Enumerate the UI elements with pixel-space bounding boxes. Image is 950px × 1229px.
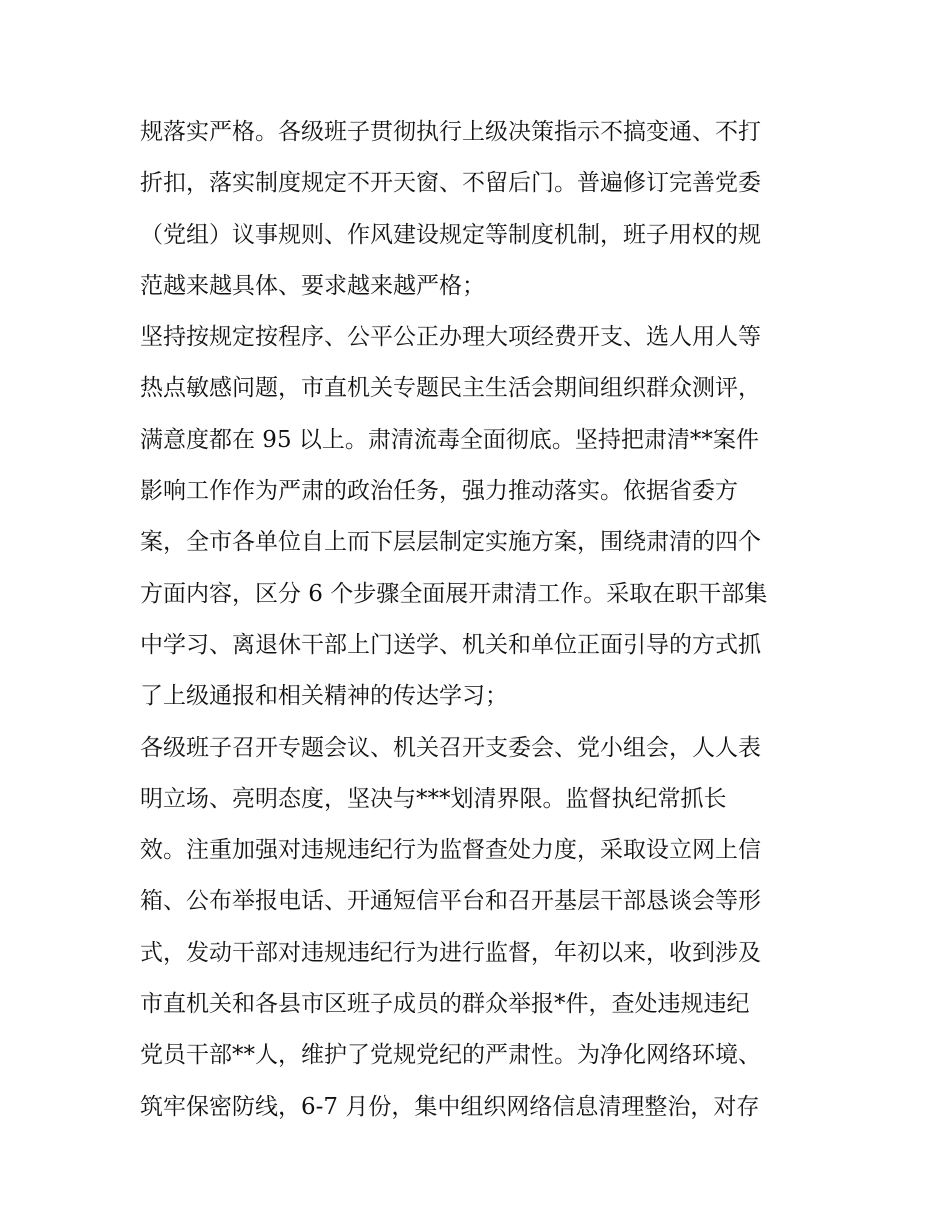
text-line: 各级班子召开专题会议、机关召开支委会、党小组会，人人表 (140, 734, 761, 761)
text-line: 热点敏感问题，市直机关专题民主生活会期间组织群众测评， (140, 375, 761, 402)
text-line: 影响工作作为严肃的政治任务，强力推动落实。依据省委方 (140, 478, 738, 505)
text-line: 箱、公布举报电话、开通短信平台和召开基层干部恳谈会等形 (140, 888, 761, 915)
text-line: 式，发动干部对违规违纪行为进行监督，年初以来，收到涉及 (140, 939, 761, 966)
text-line: （党组）议事规则、作风建设规定等制度机制，班子用权的规 (140, 221, 761, 248)
body-text (140, 107, 820, 1133)
text-line: 筑牢保密防线，6-7 月份，集中组织网络信息清理整治，对存 (140, 1093, 760, 1120)
text-line: 方面内容，区分 6 个步骤全面展开肃清工作。采取在职干部集 (140, 580, 768, 607)
text-line: 明立场、亮明态度，坚决与***划清界限。监督执纪常抓长 (140, 785, 727, 812)
text-line: 范越来越具体、要求越来越严格； (140, 272, 485, 299)
text-line: 中学习、离退休干部上门送学、机关和单位正面引导的方式抓 (140, 631, 761, 658)
text-line: 市直机关和各县市区班子成员的群众举报*件，查处违规违纪 (140, 991, 750, 1018)
text-line: 折扣，落实制度规定不开天窗、不留后门。普遍修订完善党委 (140, 170, 761, 197)
text-line: 了上级通报和相关精神的传达学习； (140, 683, 508, 710)
text-line: 案，全市各单位自上而下层层制定实施方案，围绕肃清的四个 (140, 529, 761, 556)
text-line: 党员干部**人，维护了党规党纪的严肃性。为净化网络环境、 (140, 1042, 761, 1069)
text-line: 效。注重加强对违规违纪行为监督查处力度，采取设立网上信 (140, 837, 761, 864)
text-line: 满意度都在 95 以上。肃清流毒全面彻底。坚持把肃清**案件 (140, 426, 759, 453)
text-line: 坚持按规定按程序、公平公正办理大项经费开支、选人用人等 (140, 324, 761, 351)
text-line: 规落实严格。各级班子贯彻执行上级决策指示不搞变通、不打 (140, 119, 761, 145)
